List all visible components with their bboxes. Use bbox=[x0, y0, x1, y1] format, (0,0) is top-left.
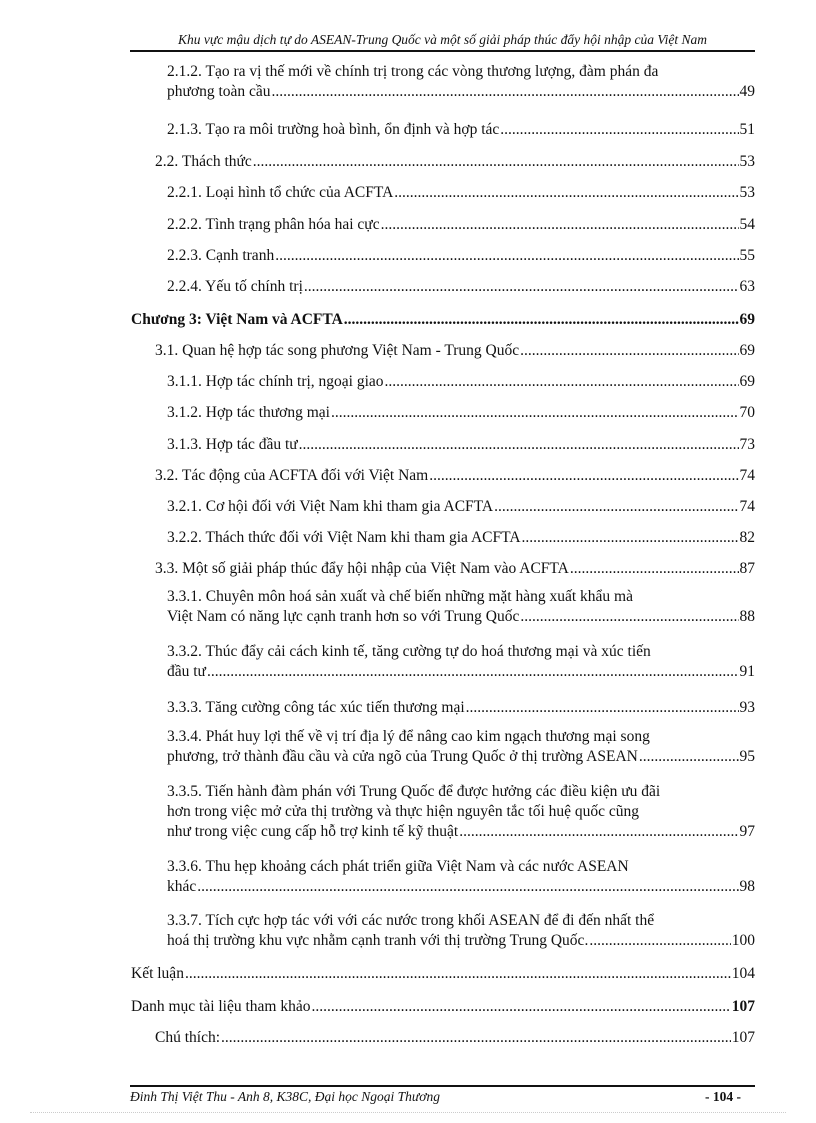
toc-entry-text: như trong việc cung cấp hỗ trợ kinh tế kỹ thuật bbox=[167, 823, 459, 840]
toc-entry-3-1[interactable] bbox=[155, 341, 755, 361]
toc-page-number: 88 bbox=[739, 608, 755, 625]
toc-entry-3-3-7[interactable] bbox=[167, 911, 755, 951]
toc-page-number: 82 bbox=[739, 529, 755, 546]
leader-dots bbox=[385, 372, 739, 392]
toc-entry-3-1-1[interactable] bbox=[167, 372, 755, 392]
toc-entry-text: 3.3.5. Tiến hành đàm phán với Trung Quốc để được hưởng các điều kiện ưu đãi bbox=[167, 783, 661, 800]
toc-entry-3-3[interactable] bbox=[155, 559, 755, 579]
toc-entry-text: 3.3.6. Thu hẹp khoảng cách phát triển giữa Việt Nam và các nước ASEAN bbox=[167, 858, 629, 875]
toc-page-number: 69 bbox=[739, 342, 755, 359]
toc-page-number: 91 bbox=[739, 663, 755, 680]
toc-entry-text: Việt Nam có năng lực cạnh tranh hơn so với Trung Quốc bbox=[167, 608, 520, 625]
toc-page-number: 70 bbox=[739, 404, 755, 421]
leader-dots bbox=[221, 1028, 731, 1048]
toc-entry-text: Kết luận bbox=[131, 965, 184, 982]
toc-entry-3-3-6[interactable] bbox=[167, 857, 755, 897]
leader-dots bbox=[272, 82, 739, 102]
toc-entry-3-3-2[interactable] bbox=[167, 642, 755, 682]
leader-dots bbox=[570, 559, 739, 579]
toc-entry-text: 3.3.2. Thúc đẩy cải cách kinh tế, tăng cường tự do hoá thương mại và xúc tiến bbox=[167, 643, 651, 660]
toc-entry-text: 3.1. Quan hệ hợp tác song phương Việt Nam - Trung Quốc bbox=[155, 342, 520, 359]
toc-entry-3-1-3[interactable] bbox=[167, 435, 755, 455]
toc-entry-text: 3.3.7. Tích cực hợp tác với với các nước trong khối ASEAN để đi đến nhất thể bbox=[167, 912, 655, 929]
leader-dots bbox=[429, 466, 738, 486]
leader-dots bbox=[253, 152, 739, 172]
page-header: Khu vực mậu dịch tự do ASEAN-Trung Quốc và một số giải pháp thúc đẩy hội nhập của Việt Nam bbox=[130, 30, 755, 52]
toc-entry-text: 3.2.2. Thách thức đối với Việt Nam khi tham gia ACFTA bbox=[167, 529, 521, 546]
toc-entry-text: 3.3. Một số giải pháp thúc đẩy hội nhập của Việt Nam vào ACFTA bbox=[155, 560, 569, 577]
toc-entry-text: hoá thị trường khu vực nhằm cạnh tranh với thị trường Trung Quốc. bbox=[167, 932, 589, 949]
toc-page-number: 107 bbox=[731, 1029, 755, 1046]
toc-entry-text: khác bbox=[167, 878, 197, 895]
page-footer bbox=[130, 1085, 755, 1105]
leader-dots bbox=[466, 698, 739, 718]
toc-page-number: 69 bbox=[739, 373, 755, 390]
leader-dots bbox=[344, 310, 739, 330]
toc-page-number: 74 bbox=[739, 498, 755, 515]
toc-page-number: 73 bbox=[739, 436, 755, 453]
leader-dots bbox=[275, 246, 738, 266]
leader-dots bbox=[304, 277, 739, 297]
toc-entry-3-2-1[interactable] bbox=[167, 497, 755, 517]
toc-entry-text: 2.2. Thách thức bbox=[155, 153, 252, 170]
toc-entry-text: 3.1.1. Hợp tác chính trị, ngoại giao bbox=[167, 373, 384, 390]
toc-entry-text: 3.3.1. Chuyên môn hoá sản xuất và chế biến những mặt hàng xuất khẩu mà bbox=[167, 588, 633, 605]
toc-entry-text: 2.2.4. Yếu tố chính trị bbox=[167, 278, 303, 295]
toc-page-number: 100 bbox=[731, 932, 755, 949]
toc-entry-text: 3.3.3. Tăng cường công tác xúc tiến thương mại bbox=[167, 699, 465, 716]
toc-page-number: 87 bbox=[739, 560, 755, 577]
toc-entry-2-2-3[interactable] bbox=[167, 246, 755, 266]
leader-dots bbox=[589, 931, 730, 951]
toc-entry-text: phương, trở thành đầu cầu và cửa ngõ của Trung Quốc ở thị trường ASEAN bbox=[167, 748, 638, 765]
toc-page-number: 53 bbox=[739, 184, 755, 201]
toc-page-number: 51 bbox=[739, 121, 755, 138]
leader-dots bbox=[520, 607, 738, 627]
toc-entry-ket-luan[interactable] bbox=[131, 964, 755, 984]
toc-entry-text: hơn trong việc mở cửa thị trường và thực hiện nguyên tắc tối huệ quốc cũng bbox=[167, 803, 640, 820]
toc-entry-2-2[interactable] bbox=[155, 152, 755, 172]
toc-entry-text: Chương 3: Việt Nam và ACFTA bbox=[131, 311, 343, 328]
toc-entry-2-2-1[interactable] bbox=[167, 183, 755, 203]
leader-dots bbox=[639, 747, 739, 767]
leader-dots bbox=[381, 215, 739, 235]
toc-entry-text: 2.2.2. Tình trạng phân hóa hai cực bbox=[167, 216, 380, 233]
toc-entry-text: 3.1.3. Hợp tác đầu tư bbox=[167, 436, 298, 453]
leader-dots bbox=[299, 435, 739, 455]
leader-dots bbox=[331, 403, 739, 423]
toc-entry-2-2-2[interactable] bbox=[167, 215, 755, 235]
toc-entry-text: 2.2.1. Loại hình tổ chức của ACFTA bbox=[167, 184, 394, 201]
toc-entry-3-3-3[interactable] bbox=[167, 698, 755, 718]
toc-entry-3-2[interactable] bbox=[155, 466, 755, 486]
toc-entry-3-1-2[interactable] bbox=[167, 403, 755, 423]
toc-entry-3-3-5[interactable] bbox=[167, 782, 755, 842]
toc-entry-chapter-3[interactable] bbox=[131, 310, 755, 330]
toc-entry-text: 2.1.2. Tạo ra vị thế mới về chính trị trong các vòng thương lượng, đàm phán đa bbox=[167, 63, 659, 80]
toc-page-number: 95 bbox=[739, 748, 755, 765]
toc-page-number: 98 bbox=[739, 878, 755, 895]
leader-dots bbox=[312, 997, 731, 1017]
toc-page-number: 53 bbox=[739, 153, 755, 170]
footer-author: Đinh Thị Việt Thu - Anh 8, K38C, Đại học Ngoại Thương bbox=[130, 1089, 440, 1104]
toc-entry-2-2-4[interactable] bbox=[167, 277, 755, 297]
toc-page-number: 93 bbox=[739, 699, 755, 716]
toc-entry-text: phương toàn cầu bbox=[167, 83, 271, 100]
toc-page-number: 69 bbox=[739, 311, 755, 328]
leader-dots bbox=[459, 822, 738, 842]
toc-entry-2-1-2[interactable] bbox=[167, 62, 755, 102]
toc-entry-2-1-3[interactable] bbox=[167, 120, 755, 140]
leader-dots bbox=[500, 120, 738, 140]
toc-entry-text: đầu tư bbox=[167, 663, 206, 680]
toc-entry-tai-lieu[interactable] bbox=[131, 997, 755, 1017]
toc-entry-chu-thich[interactable] bbox=[155, 1028, 755, 1048]
toc-page-number: 104 bbox=[731, 965, 755, 982]
toc-entry-3-3-4[interactable] bbox=[167, 727, 755, 767]
leader-dots bbox=[207, 662, 739, 682]
toc-entry-text: 2.2.3. Cạnh tranh bbox=[167, 247, 275, 264]
page-bottom-rule bbox=[30, 1112, 786, 1113]
leader-dots bbox=[394, 183, 738, 203]
toc-entry-3-3-1[interactable] bbox=[167, 587, 755, 627]
footer-page-number: - 104 - bbox=[705, 1089, 741, 1104]
toc-entry-text: 3.2. Tác động của ACFTA đối với Việt Nam bbox=[155, 467, 429, 484]
toc-page-number: 74 bbox=[739, 467, 755, 484]
leader-dots bbox=[494, 497, 738, 517]
toc-page-number: 97 bbox=[739, 823, 755, 840]
toc-entry-text: Chú thích: bbox=[155, 1029, 221, 1046]
toc-page-number: 63 bbox=[739, 278, 755, 295]
toc-entry-text: 2.1.3. Tạo ra môi trường hoà bình, ổn định và hợp tác bbox=[167, 121, 500, 138]
leader-dots bbox=[522, 528, 739, 548]
toc-entry-text: Danh mục tài liệu tham khảo bbox=[131, 998, 311, 1015]
leader-dots bbox=[197, 877, 738, 897]
toc-entry-text: 3.1.2. Hợp tác thương mại bbox=[167, 404, 330, 421]
leader-dots bbox=[185, 964, 731, 984]
toc-page-number: 107 bbox=[731, 998, 755, 1015]
toc-page-number: 49 bbox=[739, 83, 755, 100]
toc-entry-3-2-2[interactable] bbox=[167, 528, 755, 548]
toc-entry-text: 3.2.1. Cơ hội đối với Việt Nam khi tham gia ACFTA bbox=[167, 498, 494, 515]
leader-dots bbox=[520, 341, 738, 361]
toc-page-number: 54 bbox=[739, 216, 755, 233]
toc-entry-text: 3.3.4. Phát huy lợi thế về vị trí địa lý để nâng cao kim ngạch thương mại song bbox=[167, 728, 650, 745]
toc-page-number: 55 bbox=[739, 247, 755, 264]
